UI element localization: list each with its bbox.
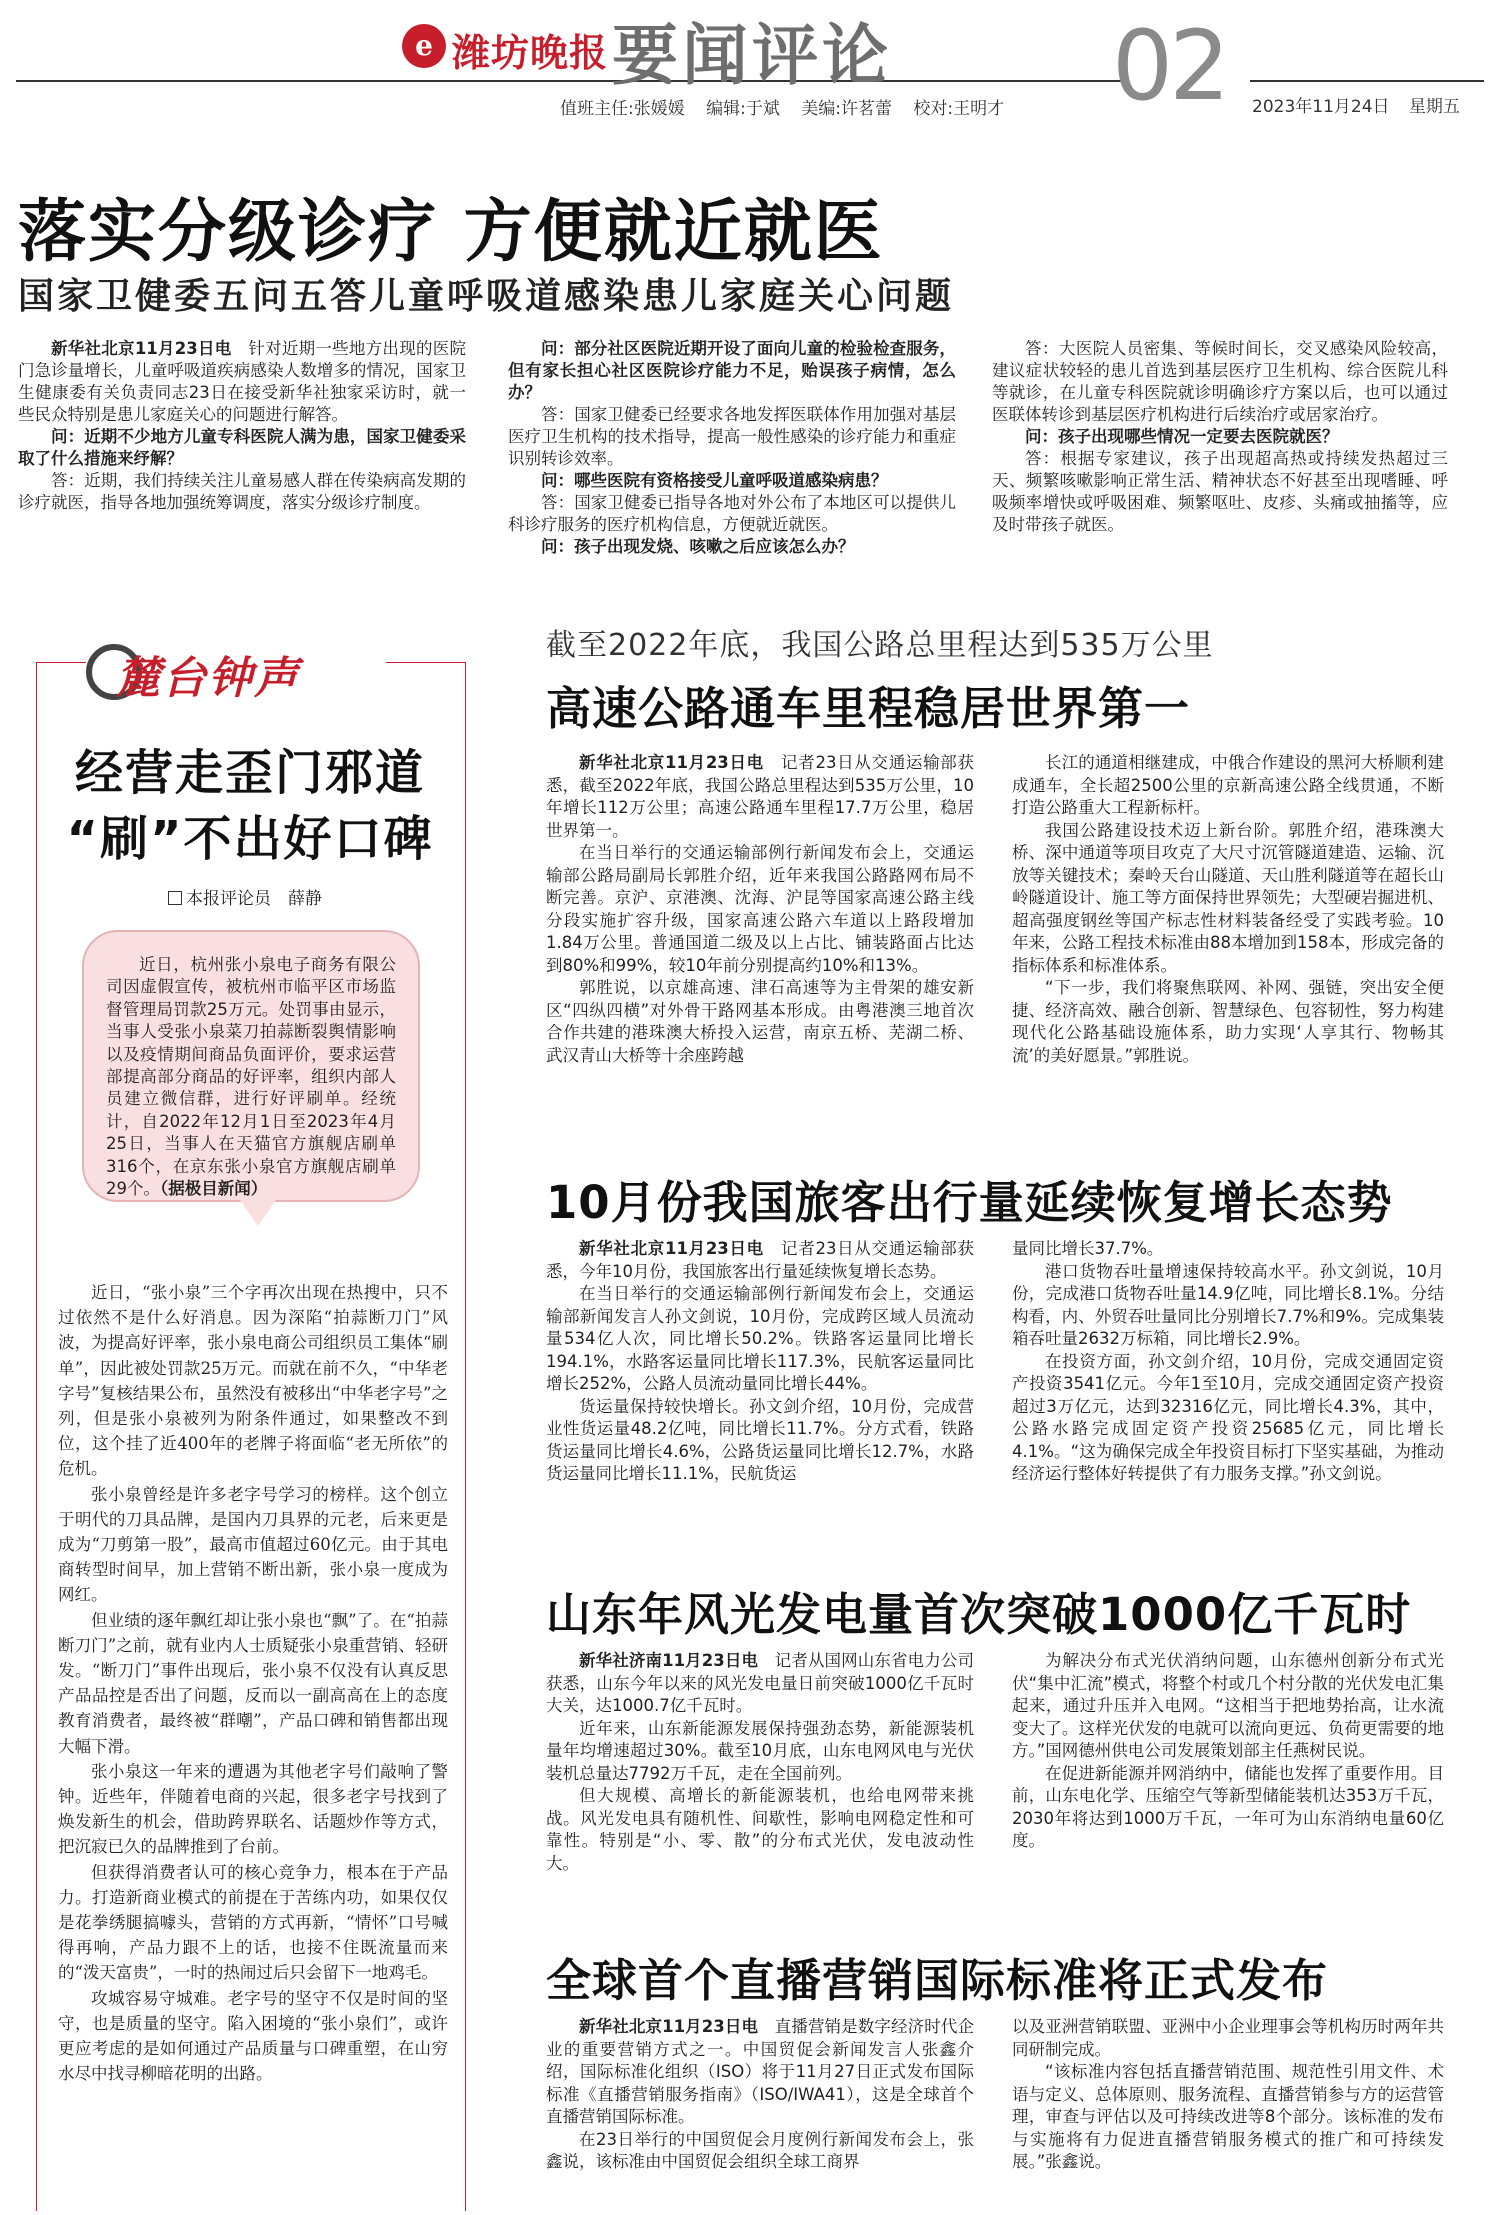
column-byline (168, 884, 322, 909)
staff-line (560, 94, 1020, 119)
story2-headline: 10月份我国旅客出行量延续恢复增长态势 (546, 1176, 1393, 1229)
paragraph: 在投资方面，孙文剑介绍，10月份，完成交通固定资产投资3541亿元。今年1至10月，完成交通固定资产投资超过3万亿元，达到32316亿元，同比增长4.3%，其中，公路水路完成固定资产投资25685亿元，同比增长4.1%。“这为确保完成全年投资目标打下坚实基础，为推动经济运行整体好转提供了有力服务支撑。”孙文剑说。 (1012, 1351, 1444, 1483)
story1-column-1 (546, 752, 974, 1067)
story4-headline: 全球首个直播营销国际标准将正式发布 (546, 1954, 1329, 2007)
paragraph: 港口货物吞吐量增速保持较高水平。孙文剑说，10月份，完成港口货物吞吐量14.9亿吨，同比增长8.1%。分结构看，内、外贸吞吐量同比分别增长7.7%和9%。完成集装箱吞吐量2632万标箱，同比增长2.9%。 (1012, 1261, 1444, 1348)
column-paragraph: 张小泉曾经是许多老字号学习的榜样。这个创立于明代的刀具品牌，是国内刀具界的元老，后来更是成为“刀剪第一股”，最高市值超过60亿元。由于其电商转型时间早，加上营销不断出新，张小泉一度成为网红。 (58, 1484, 448, 1605)
story1-column-2 (1012, 752, 1444, 1067)
paragraph: 货运量保持较快增长。孙文剑介绍，10月份，完成营业性货运量48.2亿吨，同比增长11.7%。分方式看，铁路货运量同比增长4.6%，公路货运量同比增长12.7%，水路货运量同比增长11.1%，民航货运 (546, 1396, 974, 1483)
issue-weekday: 星期五 (1408, 97, 1460, 117)
issue-date: 2023年11月24日 (1252, 97, 1390, 117)
story3-column-2 (1012, 1650, 1444, 1853)
paragraph: 但大规模、高增长的新能源装机，也给电网带来挑战。风光发电具有随机性、间歇性，影响电网稳定性和可靠性。特别是“小、零、散”的分布式光伏，发电波动性大。 (546, 1786, 974, 1873)
dateline-lead: 新华社北京11月23日电 (579, 1239, 764, 1258)
staff-editor: 编辑:于斌 (706, 99, 780, 119)
paragraph-text: 针对近期一些地方出现的医院门急诊量增长，儿童呼吸道疾病感染人数增多的情况，国家卫生健康委有关负责同志23日在接受新华社独家采访时，就一些民众特别是患儿家庭关心的问题进行解答。 (18, 339, 466, 424)
paragraph: 为解决分布式光伏消纳问题，山东德州创新分布式光伏“集中汇流”模式，将整个村或几个村分散的光伏发电汇集起来，通过升压并入电网。“这相当于把地势抬高，让水流变大了。这样光伏发的电就可以流向更远、负荷更需要的地方。”国网德州供电公司发展策划部主任燕树民说。 (1012, 1651, 1444, 1760)
paragraph: 郭胜说，以京雄高速、津石高速等为主骨架的雄安新区“四纵四横”对外骨干路网基本形成。由粤港澳三地首次合作共建的港珠澳大桥投入运营，南京五桥、芜湖二桥、武汉青山大桥等十余座跨越 (546, 978, 974, 1065)
paragraph: 答：国家卫健委已指导各地对外公布了本地区可以提供儿科诊疗服务的医疗机构信息，方便就近就医。 (508, 493, 956, 534)
question-paragraph: 问：孩子出现发烧、咳嗽之后应该怎么办？ (541, 537, 855, 556)
story2-column-1 (546, 1238, 974, 1486)
paragraph: 答：国家卫健委已经要求各地发挥医联体作用加强对基层医疗卫生机构的技术指导，提高一般性感染的诊疗能力和重症识别转诊效率。 (508, 405, 956, 468)
paragraph (546, 1650, 974, 1718)
paragraph: 在当日举行的交通运输部例行新闻发布会上，交通运输部公路局副局长郭胜介绍，近年来我国公路路网布局不断完善。京沪、京港澳、沈海、沪昆等国家高速公路主线分段实施扩容升级，国家高速公路六车道以上路段增加1.84万公里。普通国道二级及以上占比、铺装路面占比达到80%和99%，较10年前分别提高约10%和13%。 (546, 843, 974, 975)
paragraph (546, 752, 974, 842)
paragraph: “该标准内容包括直播营销范围、规范性引用文件、术语与定义、总体原则、服务流程、直播营销参与方的运营管理，审查与评估以及可持续改进等8个部分。该标准的发布与实施将有力促进直播营销服务模式的推广和可持续发展。”张鑫说。 (1012, 2062, 1444, 2171)
story1-kicker: 截至2022年底，我国公路总里程达到535万公里 (546, 628, 1214, 663)
paragraph-text: 记者23日从交通运输部获悉，截至2022年底，我国公路总里程达到535万公里，10年增长112万公里；高速公路通车里程17.7万公里，稳居世界第一。 (546, 753, 974, 840)
column-paragraph: 攻城容易守城难。老字号的坚守不仅是时间的坚守，也是质量的坚守。陷入困境的“张小泉们”，或许更应考虑的是如何通过产品质量与口碑重塑，在山穷水尽中找寻柳暗花明的出路。 (58, 1988, 448, 2084)
lead-column-1 (18, 338, 466, 514)
dateline-lead: 新华社北京11月23日电 (51, 339, 232, 358)
lead-column-3 (992, 338, 1448, 536)
question-paragraph: 问：部分社区医院近期开设了面向儿童的检验检查服务，但有家长担心社区医院诊疗能力不足，贻误孩子病情，怎么办？ (508, 339, 956, 402)
column-paragraph: 近日，“张小泉”三个字再次出现在热搜中，只不过依然不是什么好消息。因为深陷“拍蒜断刀门”风波，为提高好评率，张小泉电商公司组织员工集体“刷单”，因此被处罚款25万元。而就在前不久，“中华老字号”复核结果公布，虽然没有被移出“中华老字号”之列，但是张小泉被列为附条件通过，如果整改不到位，这个挂了近400年的老牌子将面临“老无所依”的危机。 (58, 1283, 448, 1479)
section-name: 要闻评论 (612, 16, 892, 94)
lead-subheadline: 国家卫健委五问五答儿童呼吸道感染患儿家庭关心问题 (18, 275, 955, 317)
paragraph-text: 记者23日从交通运输部获悉，今年10月份，我国旅客出行量延续恢复增长态势。 (546, 1239, 974, 1281)
paragraph: 答：根据专家建议，孩子出现超高热或持续发热超过三天、频繁咳嗽影响正常生活、精神状态不好甚至出现嗜睡、呼吸频率增快或呼吸困难、频繁呕吐、皮疹、头痛或抽搐等，应及时带孩子就医。 (992, 449, 1448, 534)
question-paragraph: 问：孩子出现哪些情况一定要去医院就医？ (1025, 427, 1339, 446)
paragraph (546, 1238, 974, 1283)
story3-column-1 (546, 1650, 974, 1875)
paragraph (18, 338, 466, 426)
story3-headline: 山东年风光发电量首次突破1000亿千瓦时 (546, 1588, 1412, 1641)
news-brief-source: （据极目新闻） (160, 1179, 268, 1199)
column-paragraph: 但获得消费者认可的核心竞争力，根本在于产品力。打造新商业模式的前提在于苦练内功，如果仅仅是花拳绣腿搞噱头，营销的方式再新，“情怀”口号喊得再响，产品力跟不上的话，也接不住既流量而来的“泼天富贵”，一时的热闹过后只会留下一地鸡毛。 (58, 1862, 448, 1983)
dateline (1252, 92, 1474, 117)
column-headline-line2: “刷”不出好口碑 (66, 811, 434, 867)
news-brief-body: 近日，杭州张小泉电子商务有限公司因虚假宣传，被杭州市临平区市场监督管理局罚款25万元。处罚事由显示，当事人受张小泉菜刀拍蒜断裂舆情影响以及疫情期间商品负面评价，要求运营部提高部分商品的好评率，组织内部人员建立微信群，进行好评刷单。经统计，自2022年12月1日至2023年4月25日，当事人在天猫官方旗舰店刷单316个，在京东张小泉官方旗舰店刷单29个。 (106, 955, 396, 1199)
masthead-rule (16, 80, 1126, 82)
paper-name: 潍坊晚报 (452, 30, 609, 75)
staff-duty: 值班主任:张媛媛 (560, 99, 685, 119)
story1-headline: 高速公路通车里程稳居世界第一 (546, 682, 1191, 735)
paragraph: 长江的通道相继建成，中俄合作建设的黑河大桥顺利建成通车，全长超2500公里的京新高速公路全线贯通，不断打造公路重大工程新标杆。 (1012, 753, 1444, 817)
news-brief-box (82, 930, 420, 1202)
page-number: 02 (1112, 10, 1227, 122)
staff-designer: 美编:许茗蕾 (801, 99, 893, 119)
column-body (58, 1280, 448, 2087)
column-paragraph: 但业绩的逐年飘红却让张小泉也“飘”了。在“拍蒜断刀门”之前，就有业内人士质疑张小泉重营销、轻研发。“断刀门”事件出现后，张小泉不仅没有认真反思产品品控是否出了问题，反而以一副高高在上的态度教育消费者，最终被“群嘲”，产品口碑和销售都出现大幅下滑。 (58, 1610, 448, 1756)
column-headline (36, 740, 464, 872)
story4-column-2 (1012, 2016, 1444, 2174)
story2-column-2 (1012, 1238, 1444, 1486)
staff-proofreader: 校对:王明才 (913, 99, 1005, 119)
column-logo (86, 640, 386, 704)
paper-logo-icon: e (402, 24, 446, 68)
column-paragraph: 张小泉这一年来的遭遇为其他老字号们敲响了警钟。近些年，伴随着电商的兴起，很多老字号找到了焕发新生的机会，借助跨界联名、话题炒作等方式，把沉寂已久的品牌推到了台前。 (58, 1761, 448, 1857)
paragraph: 在当日举行的交通运输部例行新闻发布会上，交通运输部新闻发言人孙文剑说，10月份，完成跨区域人员流动量534亿人次，同比增长50.2%。铁路客运量同比增长194.1%，水路客运量同比增长117.3%，民航客运量同比增长252%，公路人员流动量同比增长44%。 (546, 1284, 974, 1393)
column-headline-line1: 经营走歪门邪道 (74, 745, 425, 801)
paragraph: 我国公路建设技术迈上新台阶。郭胜介绍，港珠澳大桥、深中通道等项目攻克了大尺寸沉管隧道建造、运输、沉放等关键技术；秦岭天台山隧道、天山胜利隧道等在超长山岭隧道设计、施工等方面保持世界领先；大型硬岩掘进机、超高强度钢丝等国产标志性材料装备经受了实践考验。10年来，公路工程技术标准由88本增加到158本，形成完备的指标体系和标准体系。 (1012, 820, 1444, 975)
paragraph-text: 直播营销是数字经济时代企业的重要营销方式之一。中国贸促会新闻发言人张鑫介绍，国际标准化组织（ISO）将于11月27日正式发布国际标准《直播营销服务指南》（ISO/IWA41），这是全球首个直播营销国际标准。 (546, 2017, 974, 2126)
paragraph: 答：大医院人员密集、等候时间长，交叉感染风险较高，建议症状较轻的患儿首选到基层医疗卫生机构、综合医院儿科等就诊，在儿童专科医院就诊明确诊疗方案以后，也可以通过医联体转诊到基层医疗机构进行后续治疗或居家治疗。 (992, 339, 1448, 424)
byline-box-icon (168, 891, 182, 905)
question-paragraph: 问：近期不少地方儿童专科医院人满为患，国家卫健委采取了什么措施来纾解？ (18, 427, 466, 468)
paragraph-text: 记者从国网山东省电力公司获悉，山东今年以来的风光发电量日前突破1000亿千瓦时大关，达1000.7亿千瓦时。 (546, 1651, 974, 1715)
news-brief-text (106, 954, 396, 1200)
paragraph: 在23日举行的中国贸促会月度例行新闻发布会上，张鑫说，该标准由中国贸促会组织全球工商界 (546, 2129, 974, 2171)
paragraph: 近年来，山东新能源发展保持强劲态势，新能源装机量年均增速超过30%。截至10月底，山东电网风电与光伏装机总量达7792万千瓦，走在全国前列。 (546, 1718, 974, 1783)
dateline-lead: 新华社北京11月23日电 (579, 2017, 759, 2036)
paragraph: 以及亚洲营销联盟、亚洲中小企业理事会等机构历时两年共同研制完成。 (1012, 2017, 1444, 2059)
story4-column-1 (546, 2016, 974, 2174)
column-logo-text: 麓台钟声 (116, 653, 300, 704)
paragraph: 量同比增长37.7%。 (1012, 1239, 1164, 1258)
paragraph: “下一步，我们将聚焦联网、补网、强链，突出安全便捷、经济高效、融合创新、智慧绿色、包容韧性，努力构建现代化公路基础设施体系，助力实现‘人享其行、物畅其流’的美好愿景。”郭胜说。 (1012, 978, 1444, 1065)
speech-bubble-tail (240, 1200, 276, 1226)
dateline-lead: 新华社济南11月23日电 (579, 1651, 759, 1670)
lead-column-2 (508, 338, 956, 558)
lead-headline: 落实分级诊疗 方便就近就医 (18, 193, 884, 272)
dateline-lead: 新华社北京11月23日电 (579, 753, 764, 772)
paragraph: 答：近期，我们持续关注儿童易感人群在传染病高发期的诊疗就医，指导各地加强统筹调度，落实分级诊疗制度。 (18, 471, 466, 512)
question-paragraph: 问：哪些医院有资格接受儿童呼吸道感染病患？ (541, 471, 888, 490)
masthead-rule-right (1250, 80, 1484, 82)
paragraph (546, 2016, 974, 2129)
paragraph: 在促进新能源并网消纳中，储能也发挥了重要作用。目前，山东电化学、压缩空气等新型储能装机达353万千瓦，2030年将达到1000万千瓦，一年可为山东消纳电量60亿度。 (1012, 1763, 1444, 1850)
byline-text: 本报评论员 薛静 (186, 889, 322, 909)
